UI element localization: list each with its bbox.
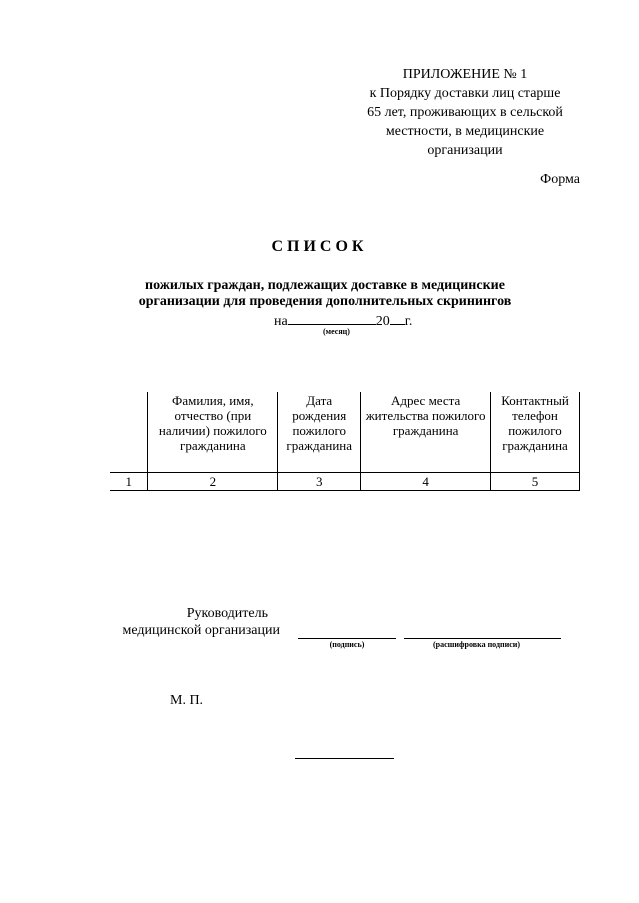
column-number: 5 (491, 473, 580, 491)
column-header-birth-date: Дата рождения пожилого гражданина (278, 392, 361, 473)
appendix-line: организации (427, 143, 503, 158)
column-number: 2 (148, 473, 278, 491)
date-suffix: г. (404, 314, 413, 329)
month-blank[interactable] (288, 311, 376, 325)
subtitle-line: организации для проведения дополнительных скринингов (138, 294, 512, 309)
signature-caption: (подпись) (329, 640, 365, 649)
citizens-table (110, 392, 580, 491)
year-blank[interactable] (390, 311, 405, 325)
year-prefix: 20 (375, 314, 390, 329)
signatory-role-line: медицинской организации (122, 623, 280, 638)
month-caption: (месяц) (323, 327, 350, 336)
signatory-role (100, 605, 280, 639)
appendix-line: местности, в медицинские (385, 124, 545, 139)
appendix-header (345, 65, 585, 160)
signature-line[interactable] (298, 638, 396, 639)
signature-decode-caption: (расшифровка подписи) (432, 640, 521, 649)
appendix-line: к Порядку доставки лиц старше (369, 86, 561, 101)
appendix-line: 65 лет, проживающих в сельской (367, 105, 563, 120)
column-header-index (110, 392, 148, 473)
signature-decode-line[interactable] (404, 638, 561, 639)
column-number: 3 (278, 473, 361, 491)
column-header-phone: Контактный телефон пожилого гражданина (491, 392, 580, 473)
document-title: СПИСОК (271, 238, 368, 255)
subtitle-line: пожилых граждан, подлежащих доставке в медицинские (145, 278, 505, 293)
date-blank-line[interactable] (295, 758, 394, 759)
table-row (110, 473, 580, 491)
form-label: Форма (540, 172, 580, 187)
table-header-row (110, 392, 580, 473)
signatory-role-line: Руководитель (186, 606, 268, 621)
appendix-line: ПРИЛОЖЕНИЕ № 1 (402, 67, 528, 82)
column-header-full-name: Фамилия, имя, отчество (при наличии) пожилого гражданина (148, 392, 278, 473)
stamp-label: М. П. (170, 693, 204, 708)
date-prefix: на (274, 314, 288, 329)
column-number: 4 (361, 473, 491, 491)
column-header-address: Адрес места жительства пожилого гражданина (361, 392, 491, 473)
document-subtitle (60, 278, 590, 310)
column-number: 1 (110, 473, 148, 491)
